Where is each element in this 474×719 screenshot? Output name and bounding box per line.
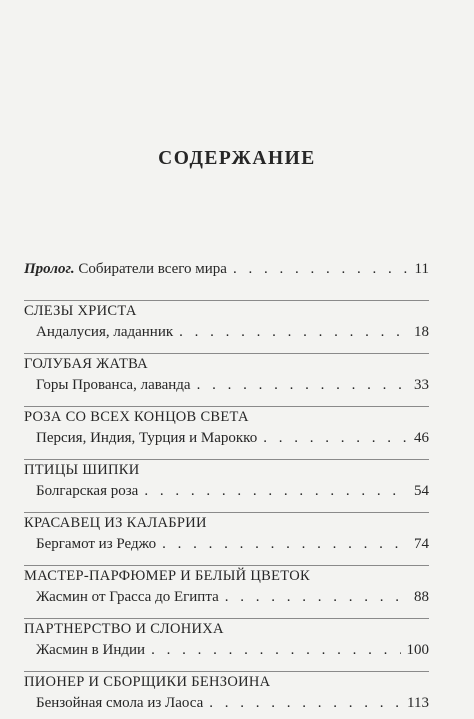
prologue-text <box>24 258 227 280</box>
toc-entry <box>24 560 429 608</box>
toc-entry <box>24 613 429 661</box>
toc-entry <box>24 454 429 502</box>
chapter-subtitle-row <box>24 321 429 343</box>
toc-entry <box>24 507 429 555</box>
chapter-subtitle-row <box>24 692 429 714</box>
toc-entry <box>24 401 429 449</box>
chapter-title: МАСТЕР-ПАРФЮМЕР И БЕЛЫЙ ЦВЕТОК <box>24 568 310 584</box>
dot-leader <box>197 374 408 396</box>
chapter-subtitle-row <box>24 586 429 608</box>
dot-leader <box>233 258 409 280</box>
chapter-title: ПТИЦЫ ШИПКИ <box>24 462 140 478</box>
chapter-subtitle: Бергамот из Реджо <box>36 536 157 552</box>
page-number: 54 <box>414 483 429 499</box>
chapter-subtitle: Жасмин от Грасса до Египта <box>36 589 219 605</box>
toc-entry <box>24 348 429 396</box>
prologue-label: Пролог. <box>24 261 75 277</box>
chapter-subtitle: Болгарская роза <box>36 483 139 499</box>
chapter-title: КРАСАВЕЦ ИЗ КАЛАБРИИ <box>24 515 207 531</box>
table-of-contents <box>24 258 429 719</box>
page-number: 18 <box>414 324 429 340</box>
page-number: 100 <box>406 642 429 658</box>
chapter-title: ПИОНЕР И СБОРЩИКИ БЕНЗОИНА <box>24 674 271 690</box>
chapter-subtitle: Персия, Индия, Турция и Марокко <box>36 430 258 446</box>
chapter-title: РОЗА СО ВСЕХ КОНЦОВ СВЕТА <box>24 409 249 425</box>
toc-entry <box>24 666 429 714</box>
chapter-title: СЛЕЗЫ ХРИСТА <box>24 303 137 319</box>
chapter-subtitle: Жасмин в Индии <box>36 642 146 658</box>
chapter-title: ГОЛУБАЯ ЖАТВА <box>24 356 148 372</box>
page-title: СОДЕРЖАНИЕ <box>158 148 316 169</box>
chapter-subtitle: Бензойная смола из Лаоса <box>36 695 204 711</box>
chapter-title: ПАРТНЕРСТВО И СЛОНИХА <box>24 621 224 637</box>
page-number: 33 <box>414 377 429 393</box>
chapter-subtitle-row <box>24 533 429 555</box>
chapter-subtitle-row <box>24 374 429 396</box>
page-number: 46 <box>414 430 429 446</box>
toc-entry-prologue <box>24 258 429 280</box>
chapter-subtitle-row <box>24 480 429 502</box>
page-number: 113 <box>407 695 429 711</box>
page-number: 88 <box>414 589 429 605</box>
dot-leader <box>151 639 400 661</box>
chapter-subtitle-row <box>24 639 429 661</box>
dot-leader <box>144 480 408 502</box>
dot-leader <box>209 692 401 714</box>
dot-leader <box>179 321 408 343</box>
dot-leader <box>263 427 408 449</box>
page-number: 11 <box>414 261 429 277</box>
dot-leader <box>162 533 408 555</box>
toc-entry <box>24 295 429 343</box>
dot-leader <box>225 586 408 608</box>
chapter-subtitle: Андалусия, ладанник <box>36 324 174 340</box>
chapter-subtitle: Горы Прованса, лаванда <box>36 377 191 393</box>
chapter-subtitle-row <box>24 427 429 449</box>
prologue-title: Собиратели всего мира <box>78 261 227 277</box>
page-number: 74 <box>414 536 429 552</box>
